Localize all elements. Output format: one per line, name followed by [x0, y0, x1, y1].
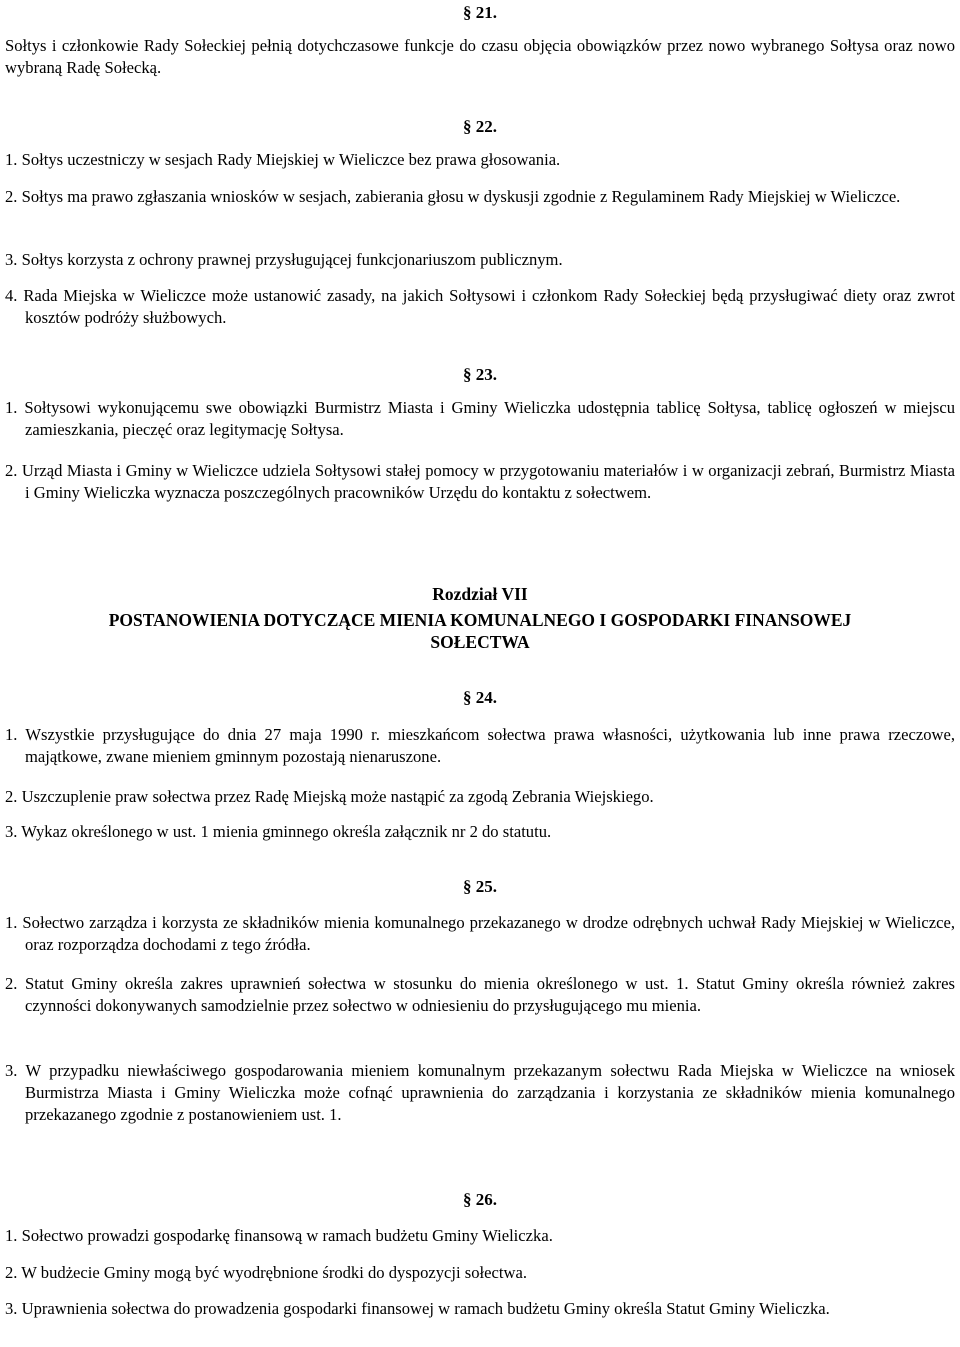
section-25-item-2: 2. Statut Gminy określa zakres uprawnień sołectwa w stosunku do mienia określonego w ust. 1. Statut Gminy określa również zakres czynności dokonywanych samodzielnie przez sołectwo w odniesieniu do przysługującego mu mienia.	[5, 974, 955, 1015]
section-heading-26: § 26.	[463, 1190, 497, 1209]
section-heading-22: § 22.	[463, 117, 497, 136]
section-25-item-1: 1. Sołectwo zarządza i korzysta ze składników mienia komunalnego przekazanego w drodze odrębnych uchwał Rady Miejskiej w Wieliczce, oraz rozporządza dochodami z tego źródła.	[5, 913, 955, 954]
section-22-item-4: 4. Rada Miejska w Wieliczce może ustanowić zasady, na jakich Sołtysowi i członkom Rady Sołeckiej będą przysługiwać diety oraz zwrot kosztów podróży służbowych.	[5, 286, 955, 327]
section-23-item-2: 2. Urząd Miasta i Gminy w Wieliczce udziela Sołtysowi stałej pomocy w przygotowaniu materiałów i w organizacji zebrań, Burmistrz Miasta i Gminy Wieliczka wyznacza poszczególnych pracowników Urzędu do kontaktu z sołectwem.	[5, 461, 955, 502]
section-25-item-3: 3. W przypadku niewłaściwego gospodarowania mieniem komunalnym przekazanym sołectwu Rada Miejska w Wieliczce na wniosek Burmistrza Miasta i Gminy Wieliczka może cofnąć uprawnienia do zarządzania i korzystania ze składników mienia komunalnego przekazanego zgodnie z postanowieniem ust. 1.	[5, 1061, 955, 1124]
section-26-item-3: 3. Uprawnienia sołectwa do prowadzenia gospodarki finansowej w ramach budżetu Gminy określa Statut Gminy Wieliczka.	[5, 1299, 830, 1318]
section-heading-21: § 21.	[463, 3, 497, 22]
section-26-item-2: 2. W budżecie Gminy mogą być wyodrębnione środki do dyspozycji sołectwa.	[5, 1263, 527, 1282]
section-22-item-3: 3. Sołtys korzysta z ochrony prawnej przysługującej funkcjonariuszom publicznym.	[5, 250, 563, 269]
section-heading-25: § 25.	[463, 877, 497, 896]
section-21-text: Sołtys i członkowie Rady Sołeckiej pełnią dotychczasowe funkcje do czasu objęcia obowiązków przez nowo wybranego Sołtysa oraz nowo wybraną Radę Sołecką.	[5, 36, 955, 77]
section-22-item-1: 1. Sołtys uczestniczy w sesjach Rady Miejskiej w Wieliczce bez prawa głosowania.	[5, 150, 561, 169]
section-24-item-2: 2. Uszczuplenie praw sołectwa przez Radę Miejską może nastąpić za zgodą Zebrania Wiejskiego.	[5, 787, 654, 806]
section-24-item-1: 1. Wszystkie przysługujące do dnia 27 maja 1990 r. mieszkańcom sołectwa prawa własności, użytkowania lub inne prawa rzeczowe, majątkowe, zwane mieniem gminnym pozostają nienaruszone.	[5, 725, 955, 766]
section-26-item-1: 1. Sołectwo prowadzi gospodarkę finansową w ramach budżetu Gminy Wieliczka.	[5, 1226, 553, 1245]
chapter-label: Rozdział VII	[432, 584, 528, 604]
section-24-item-3: 3. Wykaz określonego w ust. 1 mienia gminnego określa załącznik nr 2 do statutu.	[5, 822, 552, 841]
section-22-item-2: 2. Sołtys ma prawo zgłaszania wniosków w sesjach, zabierania głosu w dyskusji zgodnie z Regulaminem Rady Miejskiej w Wieliczce.	[5, 187, 901, 206]
section-23-item-1: 1. Sołtysowi wykonującemu swe obowiązki Burmistrz Miasta i Gminy Wieliczka udostępnia tablicę Sołtysa, tablicę ogłoszeń w miejscu zamieszkania, pieczęć oraz legitymację Sołtysa.	[5, 398, 955, 439]
section-heading-23: § 23.	[463, 365, 497, 384]
section-heading-24: § 24.	[463, 688, 497, 707]
chapter-title: POSTANOWIENIA DOTYCZĄCE MIENIA KOMUNALNEGO I GOSPODARKI FINANSOWEJ SOŁECTWA	[108, 610, 852, 652]
